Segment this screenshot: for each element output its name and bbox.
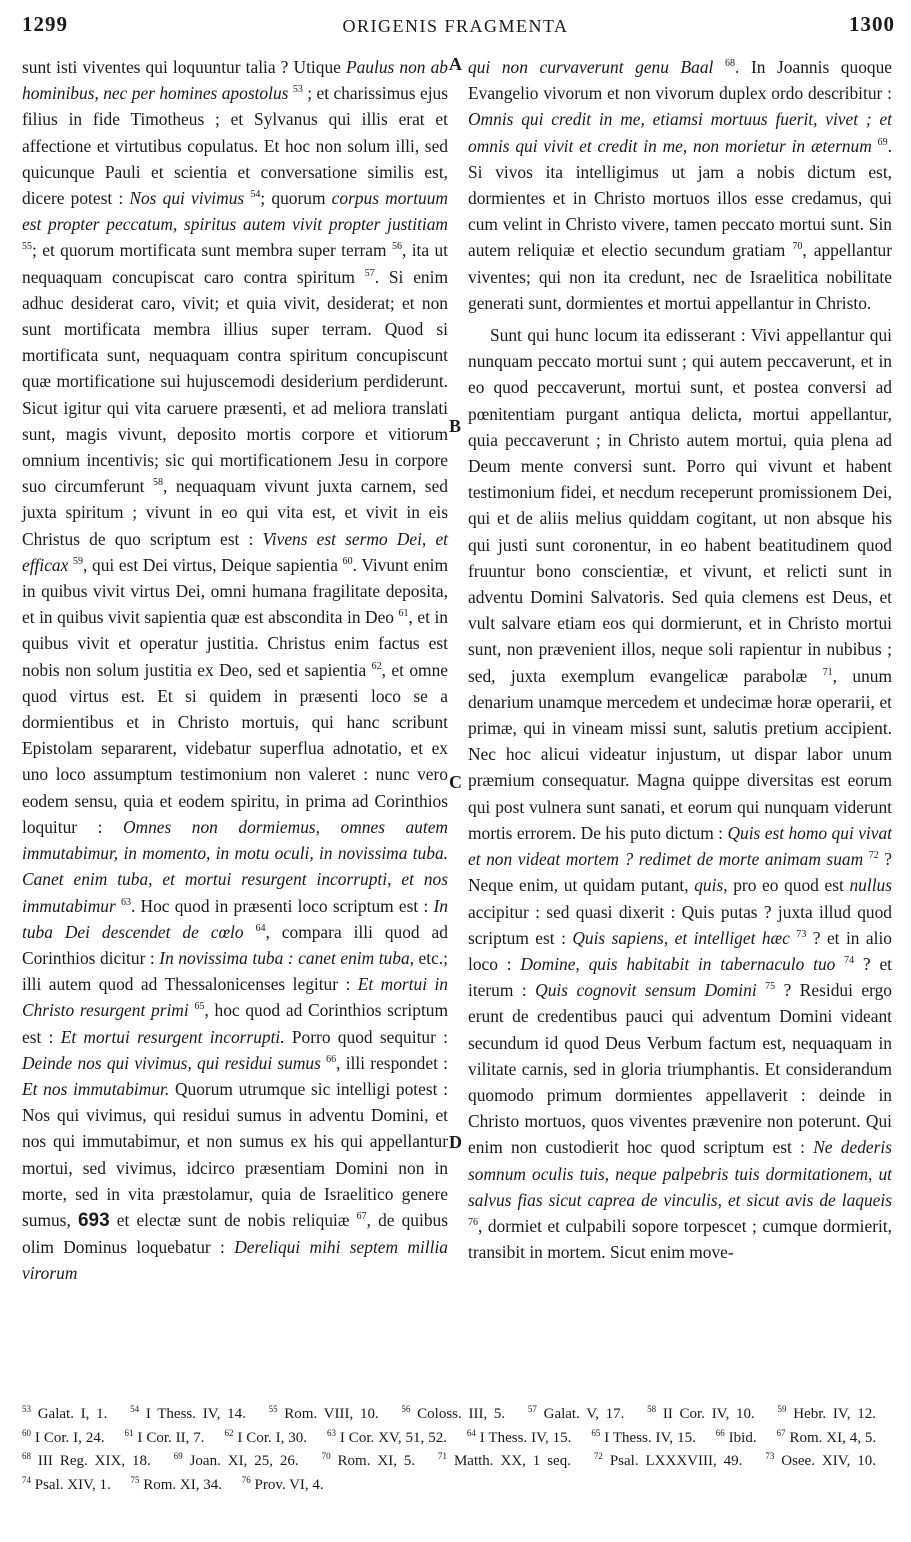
footnote: $^{60}$ I Cor. I, 24. [22,1427,105,1446]
margin-mark-d: D [449,1132,462,1152]
footnote: $^{62}$ I Cor. I, 30. [224,1427,308,1446]
right-column [468,54,892,1265]
footnote: $^{64}$ I Thess. IV, 15. [466,1427,572,1446]
footnote: $^{73}$ Osee. XIV, 10. [765,1451,877,1469]
footnote: $^{57}$ Galat. V, 17. [527,1404,625,1422]
inline-number: 693 [77,1209,110,1231]
margin-mark-b: B [449,416,462,436]
footnote: $^{54}$ I Thess. IV, 14. [130,1404,246,1422]
footnote: $^{69}$ Joan. XI, 25, 26. [173,1451,299,1469]
running-title: ORIGENIS FRAGMENTA [342,16,569,36]
page-number-right: 1300 [849,12,895,36]
paragraph: Sunt qui hunc locum ita edisserant : Vivi appellantur qui nunquam peccato mortui sunt ; qui autem peccaverunt, et in eo quod peccaverunt, mortui sunt, et postea conversi ad pœnitentiam purgant antiqua delicta, mortui appellantur, quia peccaverunt ; in Christo autem mortui, quia plena ad Deum mente conversi sunt. Porro qui vivunt et habent testimonium fidei, et necdum receperunt promissionem Dei, qui et de aliis melius quiddam cogitant, ut non absque his qui justi sunt coronentur, in eo habent beatitudinem quod fruuntur bono conscientiæ, et vivunt, et relicti sunt in adventu Domini Salvatoris. Sed quia clemens est Deus, et vult salvare etiam eos qui dormierunt, et in Christo mortui sunt, non prævenient illos, neque soli rapientur in nubibus ; sed, juxta exemplum evangelicæ parabolæ $^{71}$, unum denarium unamque mercedem et undecimæ horæ operarii, et primæ, qui in vineam missi sunt, salutis pretium accipient. Nec hoc alicui videatur injustum, ut dispar labor unum præmium consequatur. Magna quippe diversitas est eorum qui post vulnera sunt sanati, et eorum qui nunquam viderunt mortis errorem. De his puto dictum : Quis est homo qui vivat et non videat mortem ? redimet de morte animam suam $^{72}$ ? Neque enim, ut quidam putant, quis, pro eo quod est nullus accipitur : sed quasi dixerit : Quis putas ? juxta illud quod scriptum est : Quis sapiens, et intelliget hæc $^{73}$ ? et in alio loco : Domine, quis habitabit in tabernaculo tuo $^{74}$ ? et iterum : Quis cognovit sensum Domini $^{75}$ ? Residui ergo erunt de credentibus pauci qui adventum Domini videant secundum id quod Deus Verbum factum est, nequaquam in vilitate carnis, sed in gloria triumphantis. Et considerandum quomodo primum dormientes appellaverit : deinde in Christo mortuos, quos viventes prævenire non poterunt. Qui enim non custodierit hoc quod scriptum est : Ne dederis somnum oculis tuis, neque palpebris tuis dormitationem, ut salvus fias sicut caprea de vinculis, et sicut avis de laqueis $^{76}$, dormiet et culpabili sopore torpescet ; cumque dormierit, transibit in mortem. Sicut enim move- [468,325,893,1263]
footnote: $^{58}$ II Cor. IV, 10. [647,1404,755,1422]
margin-mark-a: A [449,54,462,74]
footnote: $^{53}$ Galat. I, 1. [22,1404,108,1422]
footnote: $^{68}$ III Reg. XIX, 18. [22,1451,151,1469]
footnote: $^{70}$ Rom. XI, 5. [321,1451,416,1469]
footnote: $^{71}$ Matth. XX, 1 seq. [438,1451,571,1469]
footnote: $^{74}$ Psal. XIV, 1. [22,1474,111,1493]
footnotes [22,1400,892,1494]
footnote: $^{67}$ Rom. XI, 4, 5. [776,1427,877,1446]
footnote: $^{61}$ I Cor. II, 7. [124,1427,205,1446]
footnote: $^{63}$ I Cor. XV, 51, 52. [326,1427,447,1446]
left-column [22,54,448,1287]
page-number-left: 1299 [22,12,68,36]
paragraph: sunt isti viventes qui loquuntur talia ? Utique Paulus non ab hominibus, nec per homines apostolus $^{53}$ ; et charissimus ejus filius in fide Timotheus ; et Sylvanus qui illis erat et affectione et virtutibus copulatus. Et hoc non solum illi, sed quicunque Pauli et scientia et conversatione similis est, dicere potest : Nos qui vivimus $^{54}$; quorum corpus mortuum est propter peccatum, spiritus autem vivit propter justitiam $^{55}$; et quorum mortificata sunt membra super terram $^{56}$, ita ut nequaquam concupiscat caro contra spiritum $^{57}$. Si enim adhuc desiderat caro, vivit; et quia vivit, desiderat; et non sunt mortificata membra illius super terram. Quod si mortificata sunt, nequaquam contra spiritum concupiscunt quæ mortificatione sui hujuscemodi desiderium perdiderunt. Sicut igitur qui vita caruere præsenti, et ad meliora translati sunt, magis vivunt, deposito mortis corpore et vitiorum omnium incentivis; sic qui mortificationem Jesu in corpore suo circumferunt $^{58}$, nequaquam vivunt juxta carnem, sed juxta spiritum ; vivunt in eo qui vita est, et vivit in eis Christus de quo scriptum est : Vivens est sermo Dei, et efficax $^{59}$, qui est Dei virtus, Deique sapientia $^{60}$. Vivunt enim in quibus vivit virtus Dei, omni humana fragilitate deposita, et in quibus vivit sapientia quæ est abscondita in Deo $^{61}$, et in quibus vivit et operatur justitia. Christus enim factus est nobis non solum justitia ex Deo, sed et sapientia $^{62}$, et omne quod virtus est. Et si quidem in præsenti loco se a dormientibus et in Christo mortuis, qui hanc scribunt Epistolam separarent, videbatur superflua adnotatio, et ex uno loco assumptum testimonium non valeret : nunc vero eodem sensu, quia et eodem spiritu, in prima ad Corinthios loquitur : Omnes non dormiemus, omnes autem immutabimur, in momento, in motu oculi, in novissima tuba. Canet enim tuba, et mortui resurgent incorrupti, et nos immutabimur $^{63}$. Hoc quod in præsenti loco scriptum est : In tuba Dei descendet de cœlo $^{64}$, compara illi quod ad Corinthios dicitur : In novissima tuba : canet enim tuba, etc.; illi autem quod ad Thessalonicenses legitur : Et mortui in Christo resurgent primi $^{65}$, hoc quod ad Corinthios scriptum est : Et mortui resurgent incorrupti. Porro quod sequitur : Deinde nos qui vivimus, qui residui sumus $^{66}$, illi respondet : Et nos immutabimur. Quorum utrumque sic intelligi potest : Nos qui vivimus, qui residui sumus in adventu Domini, et nos qui immutabimur, et non sumus ex his qui appellantur mortui, sed vivimus, idcirco præsentiam Domini non in morte, sed in vita præstolamur, quia de Israelitico genere sumus, 693 et electæ sunt de nobis reliquiæ $^{67}$, de quibus olim Dominus loquebatur : Dereliqui mihi septem millia virorum [22,57,449,1284]
footnote: $^{75}$ Rom. XI, 34. [130,1474,222,1493]
footnote: $^{59}$ Hebr. IV, 12. [777,1404,876,1422]
footnote: $^{56}$ Coloss. III, 5. [401,1404,506,1422]
footnote: $^{76}$ Prov. VI, 4. [241,1474,324,1493]
margin-mark-c: C [449,772,462,792]
footnote: $^{55}$ Rom. VIII, 10. [268,1404,379,1422]
paragraph: qui non curvaverunt genu Baal $^{68}$. In Joannis quoque Evangelio vivorum et non vivorum duplex ordo describitur : Omnis qui credit in me, etiamsi mortuus fuerit, vivet ; et omnis qui vivit et credit in me, non morietur in æternum $^{69}$. Si vivos ita intelligimus ut jam a nobis dictum est, dormientes et in Christo mortuos illos esse credamus, qui cum velint in Christo vivere, tamen peccato mortui sunt. Sin autem reliquiæ et electio secundum gratiam $^{70}$, appellantur viventes; qui non ita credunt, nec de Israelitica nobilitate generati sunt, dormientes et mortui appellantur in Christo. [468,57,893,313]
footnote: $^{65}$ I Thess. IV, 15. [591,1427,696,1446]
footnote: $^{66}$ Ibid. [715,1427,757,1446]
footnote: $^{72}$ Psal. LXXXVIII, 49. [593,1451,743,1469]
page-header [0,12,911,42]
